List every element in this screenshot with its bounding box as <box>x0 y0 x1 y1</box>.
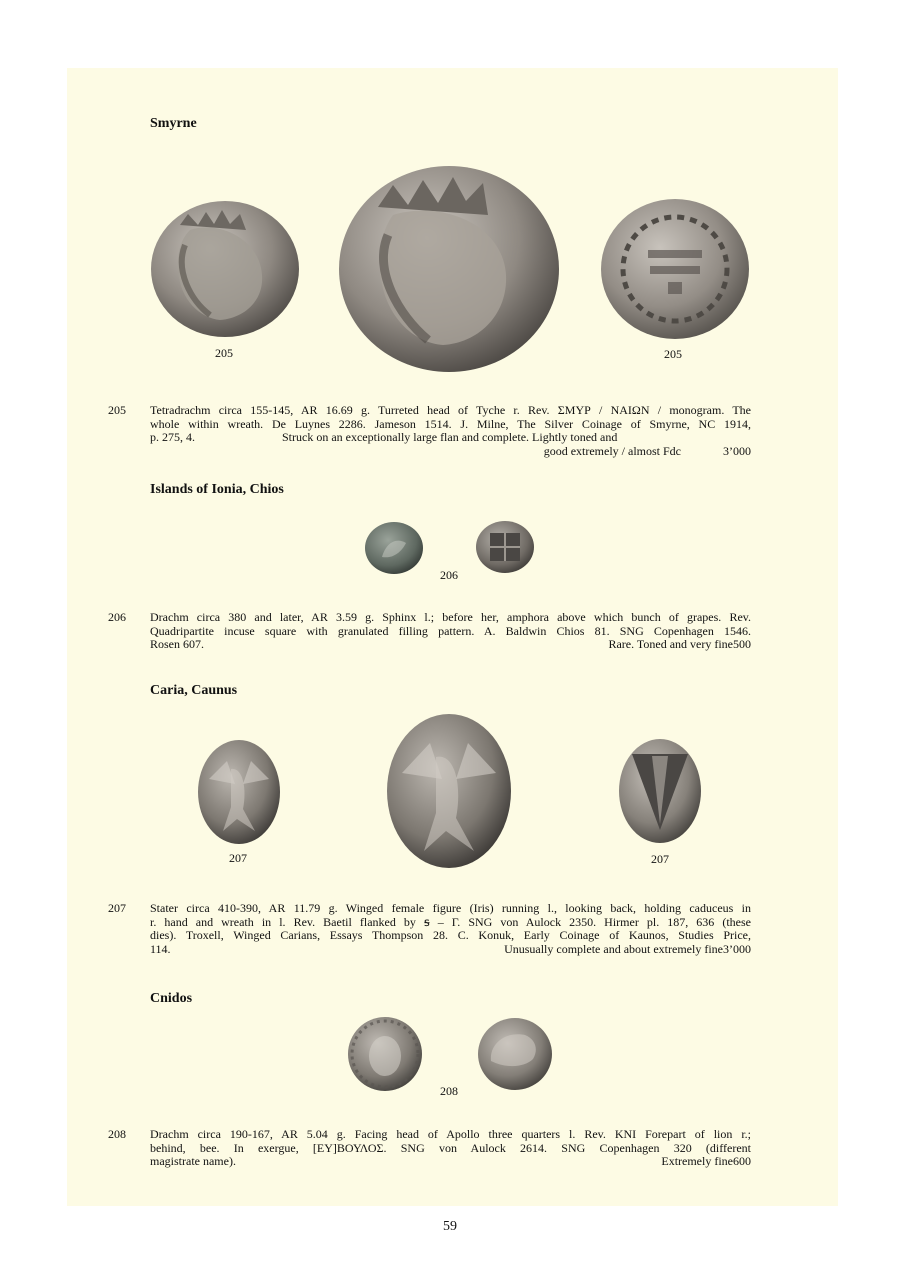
coin-208-reverse-image <box>477 1017 553 1091</box>
coin-205-reverse-image <box>600 198 750 340</box>
page-number: 59 <box>443 1219 457 1234</box>
coin-206-reverse-image <box>475 520 535 575</box>
lot-206-line-2: Quadripartite incuse square with granulated filling pattern. A. Baldwin Chios 81. SNG Copenhagen 1546. <box>150 623 751 638</box>
coin-207-obverse-enlarged-image <box>386 713 512 869</box>
coin-label-208: 208 <box>440 1084 458 1098</box>
lot-205-line-3: p. 275, 4. <box>150 430 195 445</box>
lot-description-207 <box>150 902 751 956</box>
coin-label-205-obverse: 205 <box>215 346 233 360</box>
lot-description-208 <box>150 1128 751 1169</box>
coin-label-207-obverse: 207 <box>229 851 247 865</box>
lot-207-line-3: dies). Troxell, Winged Carians, Essays Thompson 28. C. Konuk, Early Coinage of Kaunos, Studies Price, <box>150 928 751 943</box>
lot-number-208: 208 <box>108 1127 126 1141</box>
lot-206-price: 500 <box>733 637 751 652</box>
lot-207-line-4: 114. <box>150 941 171 956</box>
lot-205-line-1: Tetradrachm circa 155-145, AR 16.69 g. Turreted head of Tyche r. Rev. ΣΜΥΡ / ΝΑΙΩΝ / monogram. The <box>150 403 751 417</box>
lot-number-207: 207 <box>108 901 126 915</box>
lot-description-205 <box>150 404 751 458</box>
lot-205-line-2: whole within wreath. De Luynes 2286. Jameson 1514. J. Milne, The Silver Coinage of Smyrne, NC 1914, <box>150 416 751 431</box>
lot-205-price: 3’000 <box>723 443 751 458</box>
coin-205-obverse-image <box>150 200 300 338</box>
coin-label-206: 206 <box>440 568 458 582</box>
section-title-smyrne: Smyrne <box>150 116 197 131</box>
lot-207-grade: Unusually complete and about extremely fine <box>504 941 723 956</box>
lot-number-206: 206 <box>108 610 126 624</box>
lot-206-line-3: Rosen 607. <box>150 637 204 652</box>
coin-205-obverse-enlarged-image <box>338 165 561 373</box>
coin-207-reverse-image <box>618 738 702 844</box>
lot-208-price: 600 <box>733 1154 751 1169</box>
coin-label-207-reverse: 207 <box>651 852 669 866</box>
lot-206-line-1: Drachm circa 380 and later, AR 3.59 g. Sphinx l.; before her, amphora above which bunch of grapes. Rev. <box>150 610 751 624</box>
lot-207-price: 3’000 <box>723 941 751 956</box>
lot-208-grade: Extremely fine <box>661 1154 733 1169</box>
section-title-cnidos: Cnidos <box>150 991 193 1006</box>
lot-205-grade: good extremely / almost Fdc <box>543 443 681 458</box>
lot-208-line-2: behind, bee. In exergue, [ΕΥ]ΒΟΥΛΟΣ. SNG von Aulock 2614. SNG Copenhagen 320 (different <box>150 1140 751 1155</box>
section-title-caunus: Caria, Caunus <box>150 683 238 698</box>
lot-207-line-2: r. hand and wreath in l. Rev. Baetil flanked by ꟊ – Γ. SNG von Aulock 2350. Hirmer pl. 187, 636 (these <box>150 914 751 929</box>
coin-207-obverse-image <box>197 739 281 845</box>
lot-208-line-1: Drachm circa 190-167, AR 5.04 g. Facing head of Apollo three quarters l. Rev. KNI Forepart of lion r.; <box>150 1127 751 1141</box>
lot-206-grade: Rare. Toned and very fine <box>608 637 733 652</box>
lot-207-line-1: Stater circa 410-390, AR 11.79 g. Winged female figure (Iris) running l., looking back, holding caduceus in <box>150 901 751 915</box>
lot-number-205: 205 <box>108 403 126 417</box>
section-title-chios: Islands of Ionia, Chios <box>150 482 284 497</box>
lot-205-note: Struck on an exceptionally large flan and complete. Lightly toned and <box>282 430 618 445</box>
lot-208-line-3: magistrate name). <box>150 1154 236 1169</box>
coin-label-205-reverse: 205 <box>664 347 682 361</box>
coin-208-obverse-image <box>347 1016 423 1092</box>
lot-description-206 <box>150 611 751 652</box>
coin-206-obverse-image <box>364 521 424 575</box>
